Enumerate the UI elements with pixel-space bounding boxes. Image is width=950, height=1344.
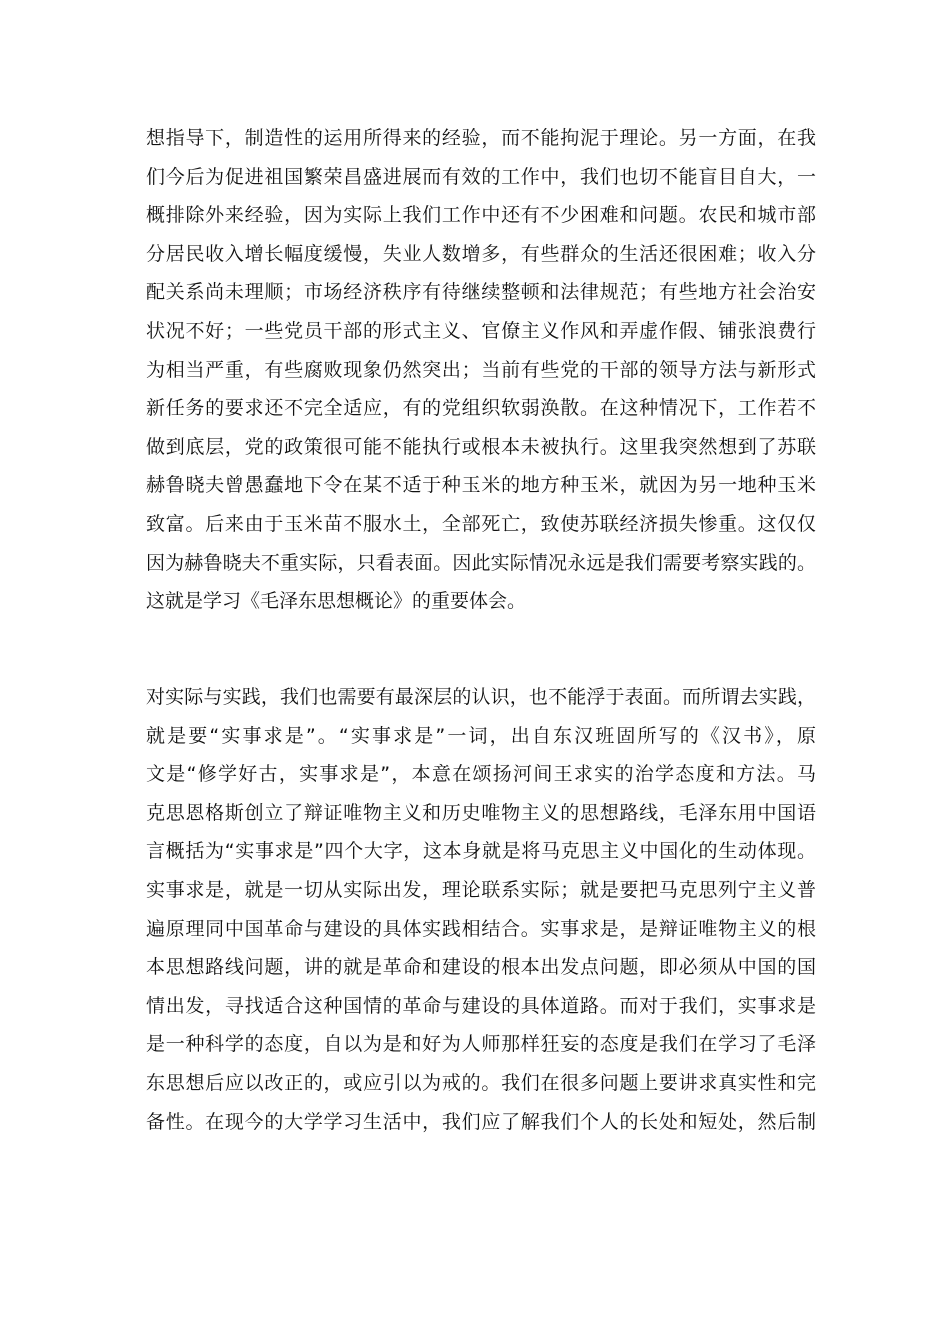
text-line: 赫鲁晓夫曾愚蠢地下令在某不适于种玉米的地方种玉米，就因为另一地种玉米 <box>146 474 816 497</box>
text-line: 配关系尚未理顺；市场经济秩序有待继续整顿和法律规范；有些地方社会治安 <box>146 281 816 304</box>
text-line: 对实际与实践，我们也需要有最深层的认识，也不能浮于表面。而所谓去实践， <box>146 686 816 708</box>
text-line: 为相当严重，有些腐败现象仍然突出；当前有些党的干部的领导方法与新形式 <box>146 358 816 381</box>
text-line: 言概括为“实事求是”四个大字，这本身就是将马克思主义中国化的生动体现。 <box>146 840 816 863</box>
text-line: 分居民收入增长幅度缓慢，失业人数增多，有些群众的生活还很困难；收入分 <box>146 242 816 265</box>
body-paragraph <box>146 119 816 621</box>
text-line: 备性。在现今的大学学习生活中，我们应了解我们个人的长处和短处，然后制 <box>146 1110 816 1133</box>
text-line: 概排除外来经验，因为实际上我们工作中还有不少困难和问题。农民和城市部 <box>146 204 816 227</box>
text-line: 情出发，寻找适合这种国情的革命与建设的具体道路。而对于我们，实事求是 <box>146 994 816 1017</box>
text-line: 遍原理同中国革命与建设的具体实践相结合。实事求是，是辩证唯物主义的根 <box>146 917 816 940</box>
body-paragraph <box>146 678 816 1141</box>
text-line: 东思想后应以改正的，或应引以为戒的。我们在很多问题上要讲求真实性和完 <box>146 1071 816 1094</box>
text-line: 克思恩格斯创立了辩证唯物主义和历史唯物主义的思想路线，毛泽东用中国语 <box>146 801 816 824</box>
text-line: 致富。后来由于玉米苗不服水土，全部死亡，致使苏联经济损失惨重。这仅仅 <box>146 512 816 535</box>
text-line: 做到底层，党的政策很可能不能执行或根本未被执行。这里我突然想到了苏联 <box>146 435 816 458</box>
text-line: 本思想路线问题，讲的就是革命和建设的根本出发点问题，即必须从中国的国 <box>146 956 816 979</box>
text-line: 这就是学习《毛泽东思想概论》的重要体会。 <box>146 590 527 613</box>
text-line: 实事求是，就是一切从实际出发，理论联系实际；就是要把马克思列宁主义普 <box>146 878 816 901</box>
text-line: 文是“修学好古，实事求是”，本意在颂扬河间王求实的治学态度和方法。马 <box>146 763 816 786</box>
text-line: 状况不好；一些党员干部的形式主义、官僚主义作风和弄虚作假、铺张浪费行 <box>146 319 816 342</box>
text-line: 是一种科学的态度，自以为是和好为人师那样狂妄的态度是我们在学习了毛泽 <box>146 1033 816 1056</box>
text-line: 就是要“实事求是”。“实事求是”一词，出自东汉班固所写的《汉书》，原 <box>146 724 816 747</box>
text-line: 新任务的要求还不完全适应，有的党组织软弱涣散。在这种情况下，工作若不 <box>146 397 816 420</box>
text-line: 因为赫鲁晓夫不重实际，只看表面。因此实际情况永远是我们需要考察实践的。 <box>146 551 816 574</box>
text-line: 们今后为促进祖国繁荣昌盛进展而有效的工作中，我们也切不能盲目自大，一 <box>146 165 816 188</box>
text-line: 想指导下，制造性的运用所得来的经验，而不能拘泥于理论。另一方面，在我 <box>146 127 816 149</box>
